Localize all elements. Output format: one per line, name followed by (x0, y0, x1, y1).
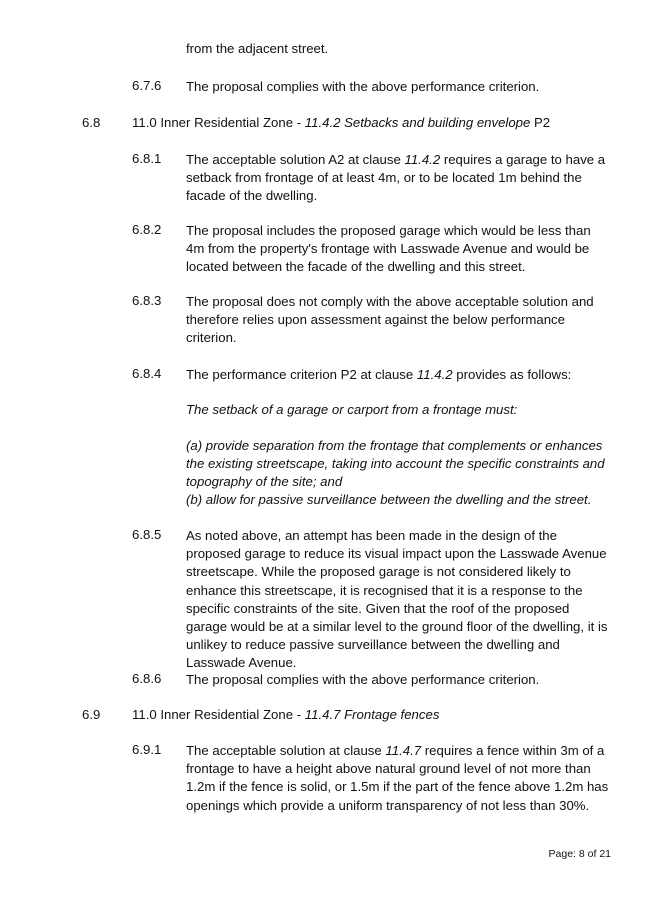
section-number-6-9: 6.9 (82, 707, 101, 722)
text-run: The acceptable solution A2 at clause (186, 152, 405, 167)
zone-label: 11.0 Inner Residential Zone - (132, 115, 305, 130)
quote-intro: The setback of a garage or carport from a frontage must: (186, 402, 518, 417)
para-number-6-7-6: 6.7.6 (132, 78, 162, 93)
para-6-8-4 (186, 366, 611, 384)
text-run: The acceptable solution at clause (186, 743, 386, 758)
para-6-8-1 (186, 151, 611, 206)
text-run: requires a garage to have a setback from frontage of at least 4m, or to be located 1m behind the facade of the dwelling. (186, 152, 606, 204)
para-number-6-8-4: 6.8.4 (132, 366, 162, 381)
section-heading-6-9 (132, 707, 439, 722)
para-6-9-1 (186, 742, 611, 815)
quote-item-a: (a) provide separation from the frontage that complements or enhances the existing streetscape, taking into account the specific constraints and topography of the site; and (186, 438, 605, 490)
para-number-6-8-2: 6.8.2 (132, 222, 162, 237)
para-6-7-6: The proposal complies with the above performance criterion. (186, 79, 540, 94)
para-number-6-8-5: 6.8.5 (132, 527, 162, 542)
quote-item-b: (b) allow for passive surveillance between the dwelling and the street. (186, 492, 592, 507)
clause-ref: 11.4.2 (416, 367, 453, 382)
para-6-8-2: The proposal includes the proposed garage which would be less than 4m from the property's frontage with Lasswade Avenue and would be located between the facade of the dwelling and this street. (186, 223, 591, 275)
text-run: provides as follows: (452, 367, 572, 382)
text-run: The performance criterion P2 at clause (186, 367, 417, 382)
para-number-6-8-6: 6.8.6 (132, 671, 162, 686)
section-heading-6-8 (132, 115, 550, 130)
para-6-8-6: The proposal complies with the above performance criterion. (186, 672, 540, 687)
clause-ref: 11.4.2 (404, 152, 441, 167)
para-6-8-3: The proposal does not comply with the above acceptable solution and therefore relies upon assessment against the below performance criterion. (186, 294, 594, 346)
para-number-6-9-1: 6.9.1 (132, 742, 162, 757)
text-run: requires a fence within 3m of a frontage to have a height above natural ground level of not more than 1.2m if the fence is solid, or 1.5m if the part of the fence above 1.2m has openings which provide a uniform transparency of not less than 30%. (186, 743, 609, 813)
para-number-6-8-1: 6.8.1 (132, 151, 162, 166)
zone-label: 11.0 Inner Residential Zone - (132, 707, 305, 722)
para-6-8-5: As noted above, an attempt has been made in the design of the proposed garage to reduce its visual impact upon the Lasswade Avenue streetscape. While the proposed garage is not considered likely to enhance this streetscape, it is recognised that it is a response to the specific constraints of the site. Given that the roof of the proposed garage would be at a similar level to the ground floor of the dwelling, it is unlikey to reduce passive surveillance between the dwelling and Lasswade Avenue. (186, 528, 608, 671)
clause-title: 11.4.7 Frontage fences (304, 707, 440, 722)
clause-title: 11.4.2 Setbacks and building envelope (304, 115, 531, 130)
criterion-label: P2 (530, 115, 551, 130)
section-number-6-8: 6.8 (82, 115, 101, 130)
para-number-6-8-3: 6.8.3 (132, 293, 162, 308)
clause-ref: 11.4.7 (385, 743, 422, 758)
continuation-text: from the adjacent street. (186, 41, 329, 56)
page-number-footer: Page: 8 of 21 (548, 848, 611, 860)
